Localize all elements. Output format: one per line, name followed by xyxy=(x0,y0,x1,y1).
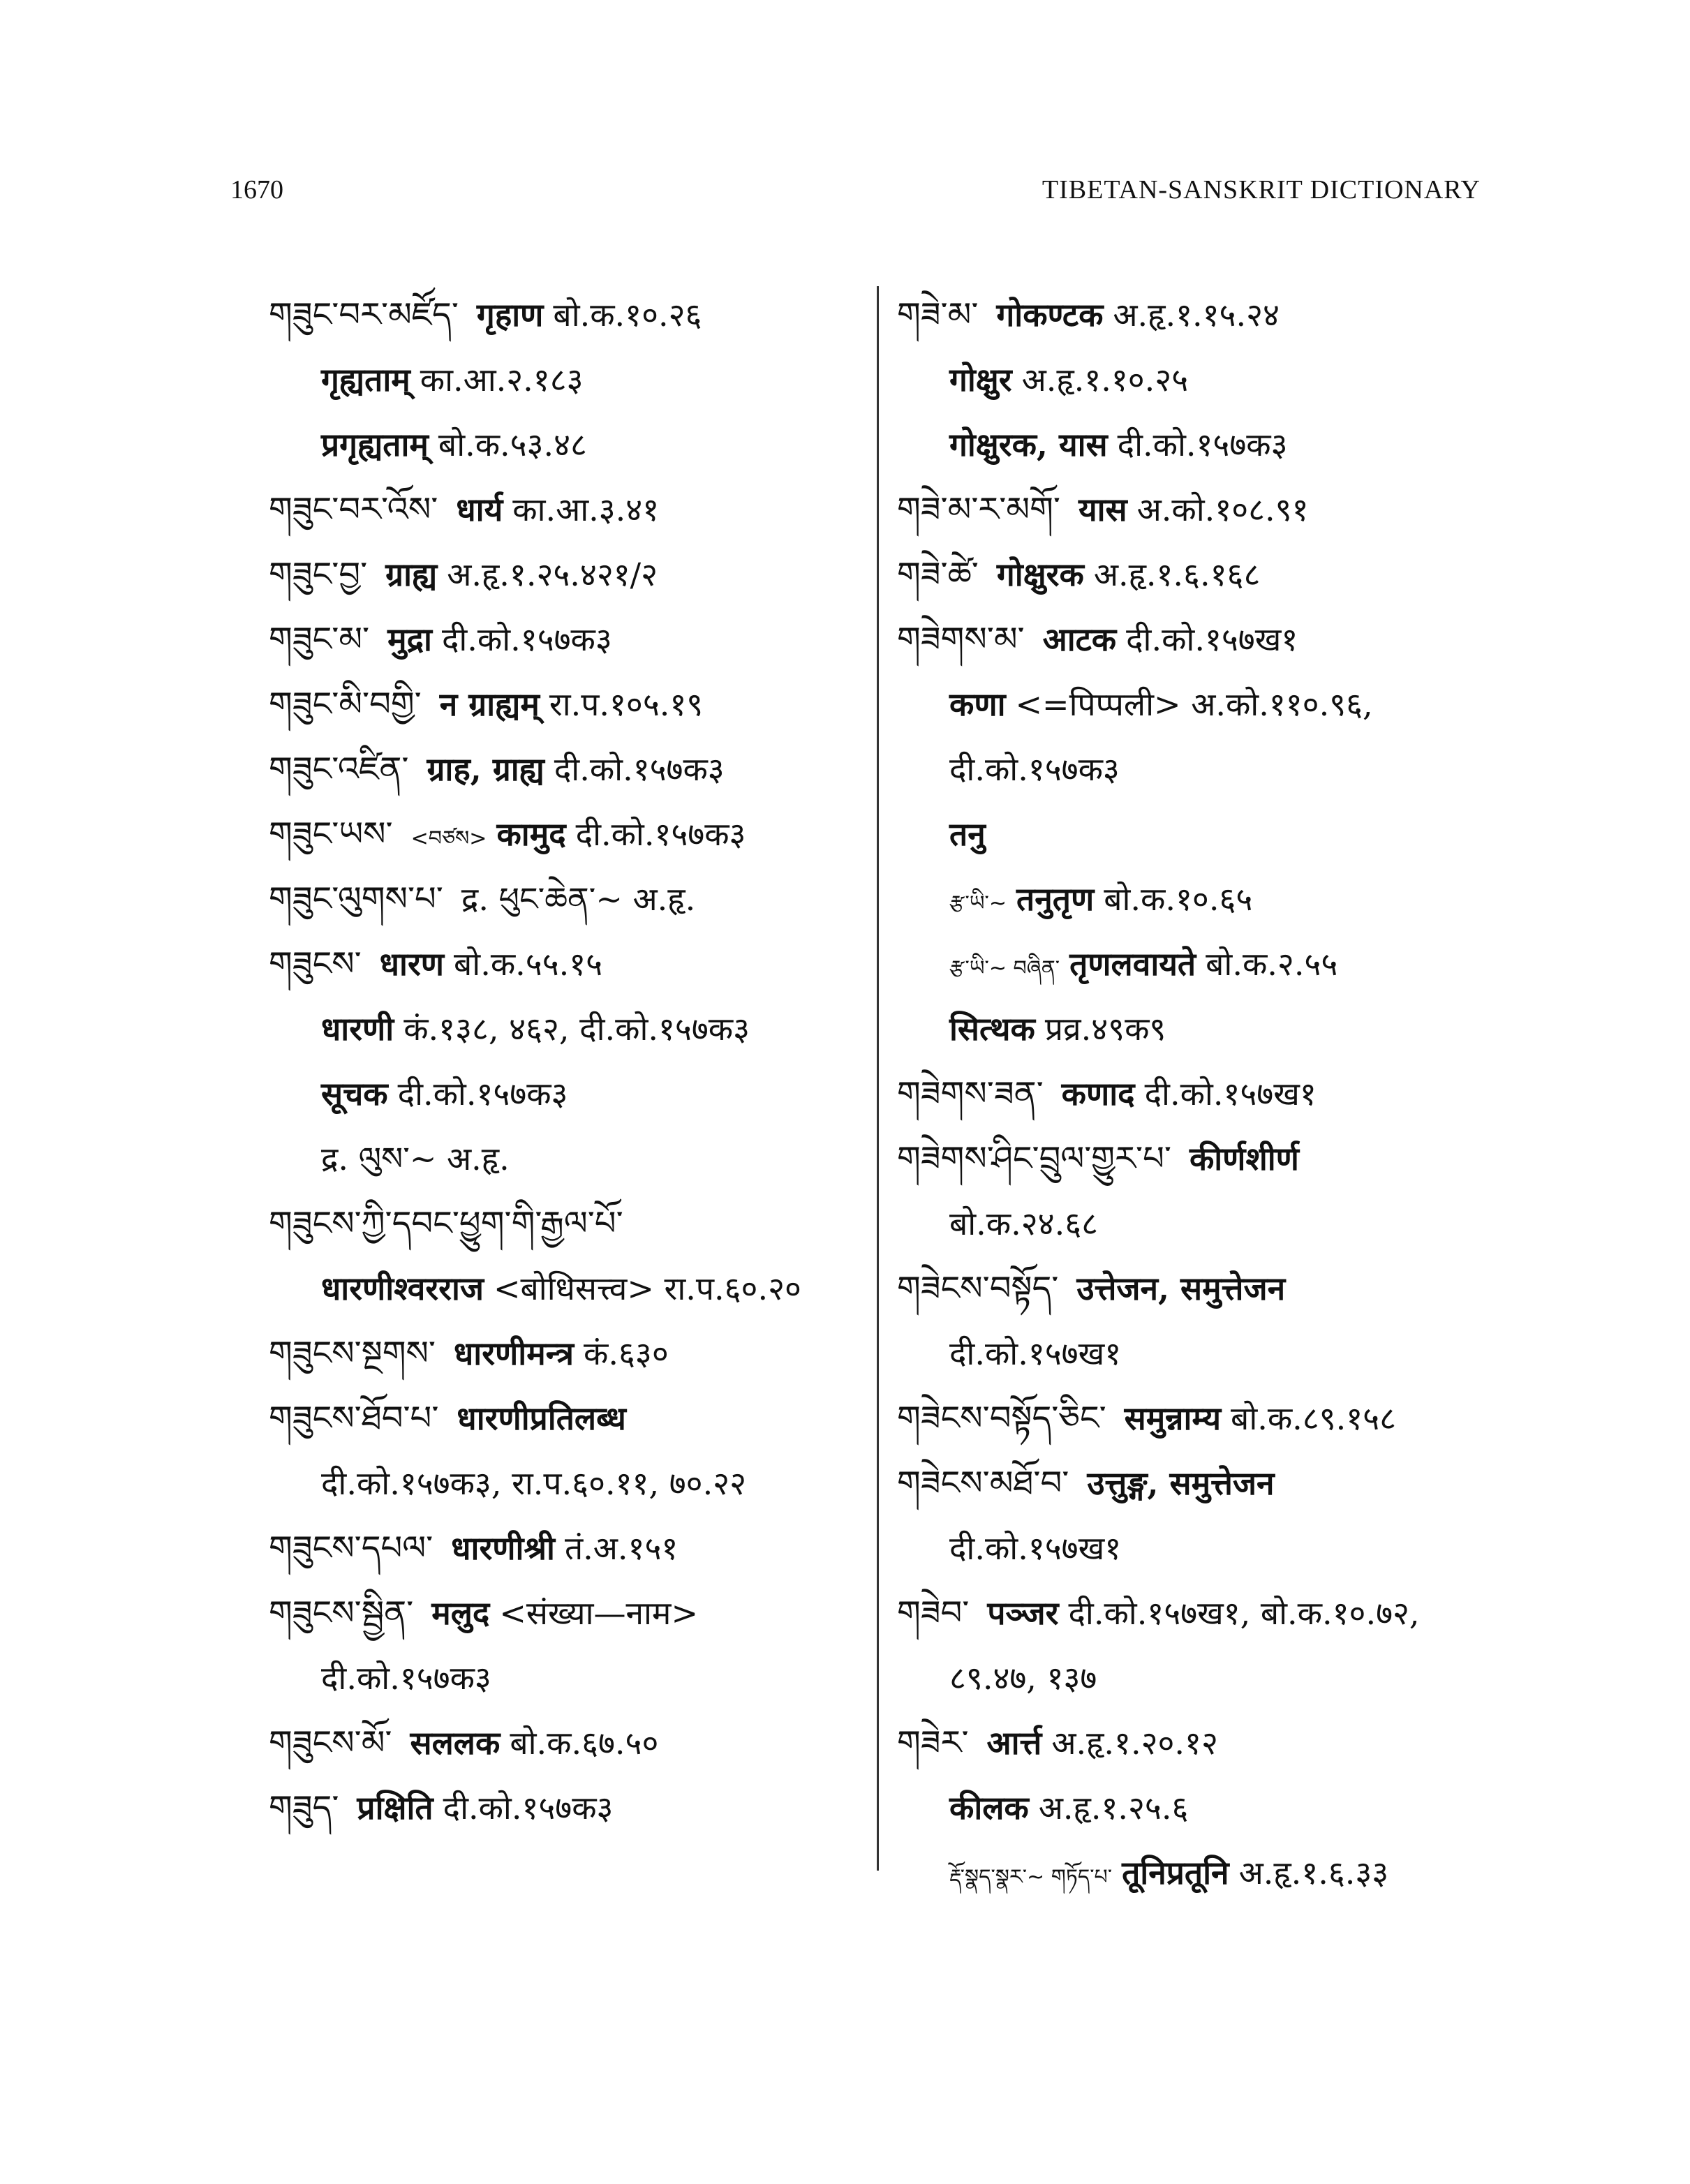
tibetan-headword: གཟེགས་ཤིང་བྲུལ་གྱུར་པ་ xyxy=(897,1139,1171,1178)
source-reference: तं.अ.१५१ xyxy=(564,1529,679,1567)
sanskrit-equivalent: उत्तुङ्ग, समुत्तेजन xyxy=(1087,1464,1275,1502)
sanskrit-equivalent: गृहाण xyxy=(476,296,544,334)
sub-entry-line xyxy=(269,1127,855,1191)
dictionary-entry xyxy=(897,283,1504,348)
sanskrit-equivalent: तनुतृण xyxy=(1016,880,1095,918)
source-reference: दी.को.१५७ख१ xyxy=(1144,1075,1317,1113)
dictionary-entry xyxy=(269,737,855,802)
source-reference: दी.को.१५७क३ xyxy=(321,1659,491,1697)
sanskrit-equivalent: प्रगृह्यताम् xyxy=(321,426,429,463)
sanskrit-equivalent: गोक्षुरक, यास xyxy=(949,426,1108,463)
sub-entry-line xyxy=(269,1646,855,1711)
entry-marker: རྩ་ཡི་~ xyxy=(949,891,1007,916)
entry-marker: རྡོ་སྣད་སྣར་~ གཏོད་པ་ xyxy=(949,1865,1113,1889)
tibetan-headword: གཟུང་མི་བགྱི་ xyxy=(269,685,422,724)
sub-entry-line xyxy=(897,802,1504,867)
source-reference: अ.हृ.१.२०.१२ xyxy=(1051,1724,1218,1762)
source-reference: अ.हृ.१.१५.२४ xyxy=(1113,296,1280,334)
tibetan-headword: གཟེངས་བསྟོད་ཅིང་ xyxy=(897,1399,1106,1438)
sub-entry-line xyxy=(897,1321,1504,1386)
tibetan-headword: གཟུང་ལུགས་པ་ xyxy=(269,879,443,919)
source-reference: दी.को.१५७क३ xyxy=(443,1789,614,1827)
source-reference: <बोधिसत्त्व> रा.प.६०.२० xyxy=(494,1270,801,1307)
sanskrit-equivalent: यास xyxy=(1078,491,1127,528)
sanskrit-equivalent: धारणीश्री xyxy=(451,1529,555,1567)
sanskrit-equivalent: धारणी xyxy=(321,1010,394,1048)
tibetan-headword: གཟུང་བྱ་ xyxy=(269,555,368,594)
source-reference: दी.को.१५७ख१ xyxy=(1126,621,1298,658)
dictionary-entry xyxy=(897,477,1504,542)
source-reference: बो.क.६७.५० xyxy=(510,1724,659,1762)
tibetan-headword: གཟུངས་ xyxy=(269,944,362,983)
tibetan-headword: གཟེ་མ་ར་མགོ་ xyxy=(897,490,1060,529)
dictionary-entry xyxy=(269,1191,855,1256)
source-reference: का.आ.३.४१ xyxy=(512,491,660,528)
source-reference: अ.हृ.१.२५.६ xyxy=(1038,1789,1189,1827)
tibetan-headword: གཟུང་མ་ xyxy=(269,620,370,659)
sanskrit-equivalent: तूनिप्रतूनि xyxy=(1122,1854,1229,1892)
entry-marker: རྩ་ཡི་~ བཞིན་ xyxy=(949,956,1060,981)
tibetan-headword: གཟུང་བར་འོས་ xyxy=(269,490,438,529)
dictionary-entry xyxy=(269,672,855,737)
sanskrit-equivalent: कणाद xyxy=(1061,1075,1135,1113)
source-reference: अ.को.१०८.९१ xyxy=(1136,491,1309,528)
tibetan-headword: གཟུངས་མོ་ xyxy=(269,1723,392,1762)
tibetan-headword: གཟུངས་སྔགས་ xyxy=(269,1334,436,1373)
sanskrit-equivalent: प्रक्षिति xyxy=(357,1789,433,1827)
sanskrit-equivalent: धार्य xyxy=(456,491,503,528)
tibetan-headword: གཟུངས་དཔལ་ xyxy=(269,1529,433,1568)
dictionary-entry xyxy=(269,283,855,348)
sanskrit-equivalent: गोक्षुर xyxy=(949,361,1012,399)
right-column xyxy=(897,283,1504,1906)
tibetan-headword: གཟེངས་བསྟོད་ xyxy=(897,1269,1059,1308)
left-column xyxy=(269,283,855,1841)
sub-entry-line xyxy=(897,413,1504,477)
source-reference: अ.हृ.१.१०.२५ xyxy=(1021,361,1189,399)
sub-entry-line xyxy=(897,932,1504,997)
sub-entry-line xyxy=(897,737,1504,802)
sanskrit-equivalent: सूचक xyxy=(321,1075,388,1113)
sub-entry-line xyxy=(897,1776,1504,1841)
source-reference: का.आ.२.१८३ xyxy=(420,361,584,399)
sub-entry-line xyxy=(897,348,1504,413)
dictionary-entry xyxy=(897,1127,1504,1191)
source-reference: बो.क.८९.१५८ xyxy=(1231,1399,1397,1437)
column-divider xyxy=(877,286,879,1871)
sanskrit-equivalent: कीलक xyxy=(949,1789,1029,1827)
sub-entry-line xyxy=(269,1256,855,1321)
source-reference: प्रव्र.४९क९ xyxy=(1044,1010,1166,1048)
tibetan-headword: གཟེ་མ་ xyxy=(897,295,979,334)
dictionary-entry xyxy=(269,1516,855,1581)
sanskrit-equivalent: धारण xyxy=(379,945,445,983)
source-reference: दी.को.१५७क३ xyxy=(441,621,612,658)
source-reference: दी.को.१५७क३ xyxy=(949,750,1120,788)
dictionary-entry xyxy=(897,1256,1504,1321)
dictionary-entry xyxy=(897,1386,1504,1451)
tibetan-headword: གཟུངས་ཀྱི་དབང་ཕྱུག་གི་རྒྱལ་པོ་ xyxy=(269,1204,623,1243)
sanskrit-equivalent: समुन्नाम्य xyxy=(1124,1399,1222,1437)
source-reference: दी.को.१५७ख१, बो.क.१०.७२, xyxy=(1068,1594,1420,1632)
source-reference: बो.क.१०.६५ xyxy=(1104,880,1253,918)
sanskrit-equivalent: कीर्णशीर्ण xyxy=(1189,1140,1299,1178)
dictionary-entry xyxy=(269,802,855,867)
sub-entry-line xyxy=(269,997,855,1062)
source-reference: अ.हृ.१.६.३३ xyxy=(1238,1854,1389,1892)
sanskrit-equivalent: गोकण्टक xyxy=(996,296,1104,334)
source-reference: <संख्या—नाम> xyxy=(499,1594,698,1632)
dictionary-entry xyxy=(269,477,855,542)
sub-entry-line xyxy=(897,1516,1504,1581)
source-reference: ८९.४७, १३७ xyxy=(949,1659,1097,1697)
source-reference: दी.को.१५७क३ xyxy=(397,1075,568,1113)
source-reference: कं.१३८, ४६२, दी.को.१५७क३ xyxy=(403,1010,750,1048)
dictionary-entry xyxy=(897,607,1504,672)
source-reference: अ.हृ.१.२५.४२१/२ xyxy=(447,556,658,593)
sanskrit-equivalent: आर्त्त xyxy=(986,1724,1042,1762)
dictionary-entry xyxy=(269,607,855,672)
source-reference: दी.को.१५७ख१ xyxy=(949,1335,1122,1372)
source-reference: दी.को.१५७ख१ xyxy=(949,1529,1122,1567)
source-reference: बो.क.५५.१५ xyxy=(454,945,603,983)
dictionary-entry xyxy=(269,932,855,997)
tibetan-headword: གཟུངས་ཐོབ་པ་ xyxy=(269,1399,439,1438)
dictionary-entry xyxy=(269,542,855,607)
source-reference: दी.को.१५७क३, रा.प.६०.११, ७०.२२ xyxy=(321,1464,747,1502)
sub-entry-line xyxy=(897,1841,1504,1906)
tibetan-headword: གཟེགས་ཟན་ xyxy=(897,1074,1044,1113)
source-reference: बो.क.२४.६८ xyxy=(949,1205,1099,1242)
sanskrit-equivalent: मुद्रा xyxy=(387,621,432,658)
sanskrit-equivalent: उत्तेजन, समुत्तेजन xyxy=(1076,1270,1286,1307)
sanskrit-equivalent: धारणीश्वरराज xyxy=(321,1270,484,1307)
sub-entry-line xyxy=(269,1062,855,1127)
sub-entry-line xyxy=(269,348,855,413)
dictionary-entry xyxy=(269,1711,855,1776)
sanskrit-equivalent: मलुद xyxy=(431,1594,490,1632)
dictionary-entry xyxy=(269,1321,855,1386)
sanskrit-equivalent: गोक्षुरक xyxy=(996,556,1084,593)
dictionary-entry xyxy=(897,1062,1504,1127)
tibetan-headword: གཟེགས་མ་ xyxy=(897,620,1025,659)
sub-entry-line xyxy=(269,413,855,477)
dictionary-entry xyxy=(269,867,855,932)
sanskrit-equivalent: तनु xyxy=(949,815,986,853)
source-reference: बो.क.१०.२६ xyxy=(553,296,702,334)
sanskrit-equivalent: कामुद xyxy=(496,815,566,853)
dictionary-entry xyxy=(269,1776,855,1841)
sanskrit-equivalent: आटक xyxy=(1042,621,1117,658)
entry-marker: <བཙས> xyxy=(410,826,487,851)
sanskrit-equivalent: तृणलवायते xyxy=(1069,945,1196,983)
sanskrit-equivalent: सित्थक xyxy=(949,1010,1035,1048)
sub-entry-line xyxy=(269,1451,855,1516)
page-number: 1670 xyxy=(230,175,283,205)
source-reference: दी.को.१५७क३ xyxy=(1117,426,1288,463)
source-reference: रा.प.१०५.१९ xyxy=(549,685,704,723)
tibetan-headword: གཟུངས་སྦྱིན་ xyxy=(269,1594,414,1633)
tibetan-headword: གཟེར་ xyxy=(897,1723,969,1762)
sub-entry-line xyxy=(897,867,1504,932)
source-reference: दी.को.१५७क३ xyxy=(575,815,746,853)
tibetan-headword: གཟེངས་མཐོ་བ་ xyxy=(897,1464,1069,1503)
sub-entry-line xyxy=(897,1646,1504,1711)
source-reference: <=पिप्पली> अ.को.११०.९६, xyxy=(1015,685,1373,723)
source-reference: द्र. ལུས་~ अ.हृ. xyxy=(321,1140,510,1178)
source-reference: अ.हृ.१.६.१६८ xyxy=(1093,556,1261,593)
source-reference: दी.को.१५७क३ xyxy=(554,750,725,788)
source-reference: बो.क.२.५५ xyxy=(1206,945,1338,983)
tibetan-headword: གཟུང་འཛིན་ xyxy=(269,750,409,789)
tibetan-headword: གཟུད་ xyxy=(269,1788,339,1827)
running-title: TIBETAN-SANSKRIT DICTIONARY xyxy=(1042,175,1481,205)
sanskrit-equivalent: ग्राह्य xyxy=(385,556,438,593)
dictionary-entry xyxy=(269,1386,855,1451)
tibetan-headword: གཟུང་བར་མཛོད་ xyxy=(269,295,459,334)
tibetan-headword: གཟེ་ཚེ་ xyxy=(897,555,979,594)
sub-entry-line xyxy=(897,997,1504,1062)
sanskrit-equivalent: पञ्जर xyxy=(987,1594,1059,1632)
tibetan-headword: གཟེབ་ xyxy=(897,1594,970,1633)
sanskrit-equivalent: कणा xyxy=(949,685,1006,723)
sub-entry-line xyxy=(897,1191,1504,1256)
sanskrit-equivalent: धारणीप्रतिलब्ध xyxy=(457,1399,626,1437)
dictionary-entry xyxy=(897,1581,1504,1646)
sanskrit-equivalent: गृह्यताम् xyxy=(321,361,410,399)
source-reference: द्र. ཕུང་ཆེན་~ अ.हृ. xyxy=(461,880,696,918)
dictionary-entry xyxy=(897,542,1504,607)
sanskrit-equivalent: न ग्राह्यम् xyxy=(439,685,540,723)
source-reference: कं.६३० xyxy=(584,1335,669,1372)
source-reference: बो.क.५३.४८ xyxy=(438,426,587,463)
sub-entry-line xyxy=(897,672,1504,737)
dictionary-entry xyxy=(269,1581,855,1646)
tibetan-headword: གཟུང་ཡས་ xyxy=(269,815,393,854)
dictionary-entry xyxy=(897,1451,1504,1516)
sanskrit-equivalent: धारणीमन्त्र xyxy=(454,1335,575,1372)
sanskrit-equivalent: सललक xyxy=(410,1724,501,1762)
dictionary-entry xyxy=(897,1711,1504,1776)
sanskrit-equivalent: ग्राह, ग्राह्य xyxy=(427,750,544,788)
